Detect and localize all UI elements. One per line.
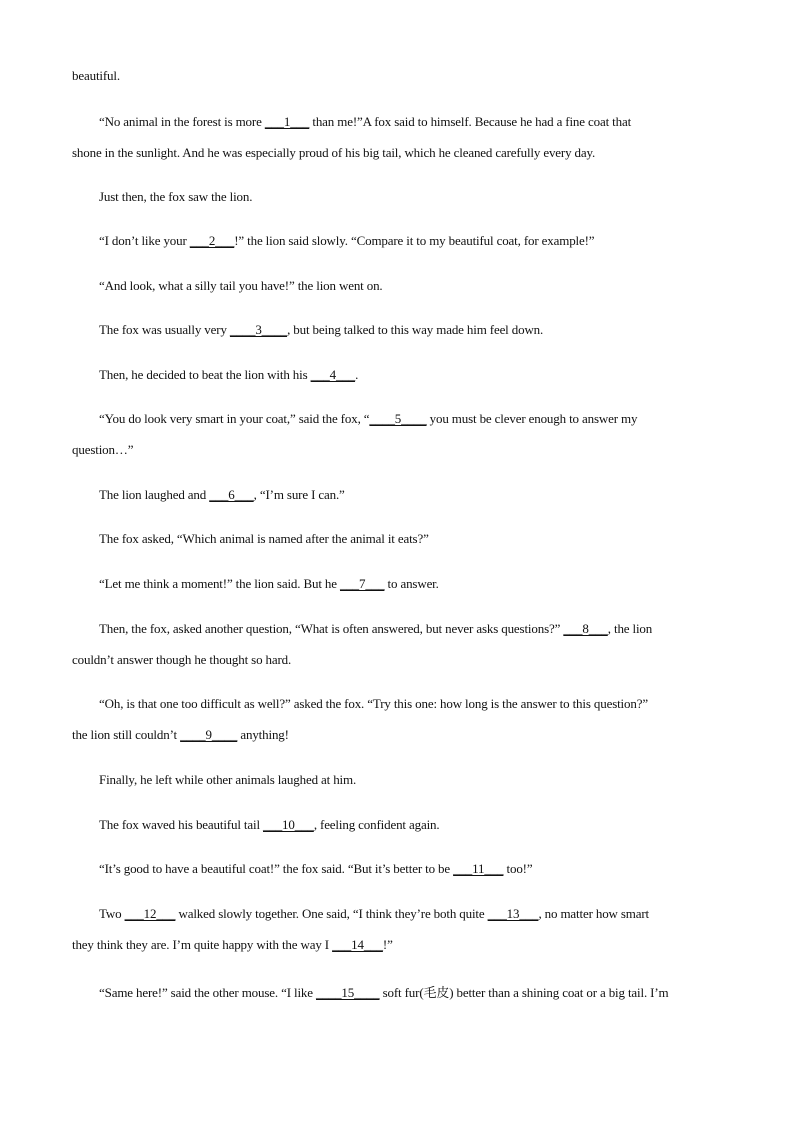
paragraph-text: “Oh, is that one too difficult as well?” asked the fox. “Try this one: how long is the answer to this question?” (99, 696, 648, 711)
paragraph-text: Then, the fox, asked another question, “What is often answered, but never asks questions?” (99, 621, 564, 636)
text-line (72, 442, 133, 458)
paragraph-text: !” the lion said slowly. “Compare it to my beautiful coat, for example!” (234, 233, 595, 248)
paragraph-text: soft fur(毛皮) better than a shining coat or a big tail. I’m (379, 985, 669, 1000)
paragraph-text: , the lion (607, 621, 653, 636)
blank-13: ___13___ (487, 906, 539, 921)
paragraph-text: Just then, the fox saw the lion. (99, 189, 253, 204)
paragraph-text: , feeling confident again. (313, 817, 440, 832)
blank-4: ___4___ (310, 367, 356, 382)
paragraph-text: the lion still couldn’t (72, 727, 181, 742)
text-line (99, 322, 543, 338)
paragraph-text: !” (382, 937, 393, 952)
paragraph-text: , “I’m sure I can.” (253, 487, 345, 502)
blank-11: ___11___ (453, 861, 504, 876)
text-line (72, 937, 393, 953)
blank-8: ___8___ (563, 621, 608, 636)
blank-14: ___14___ (332, 937, 383, 952)
text-line (99, 233, 594, 249)
text-line (99, 487, 345, 503)
paragraph-text: , but being talked to this way made him feel down. (287, 322, 544, 337)
paragraph-text: beautiful. (72, 68, 120, 83)
paragraph-text: you must be clever enough to answer my (426, 411, 638, 426)
paragraph-text: walked slowly together. One said, “I think they’re both quite (175, 906, 488, 921)
blank-7: ___7___ (339, 576, 385, 591)
blank-10: ___10___ (263, 817, 314, 832)
paragraph-text: Then, he decided to beat the lion with his (99, 367, 311, 382)
paragraph-text: The fox asked, “Which animal is named after the animal it eats?” (99, 531, 429, 546)
paragraph-text: , no matter how smart (538, 906, 650, 921)
text-line (99, 621, 652, 637)
blank-9: ____9____ (180, 727, 238, 742)
paragraph-text: than me!”A fox said to himself. Because he had a fine coat that (309, 114, 632, 129)
paragraph-text: “I don’t like your (99, 233, 190, 248)
paragraph-text: too!” (503, 861, 533, 876)
paragraph-text: question…” (72, 442, 134, 457)
paragraph-text: “Same here!” said the other mouse. “I like (99, 985, 316, 1000)
paragraph-text: The lion laughed and (99, 487, 210, 502)
blank-3: ____3____ (229, 322, 288, 337)
paragraph-text: “It’s good to have a beautiful coat!” the fox said. “But it’s better to be (99, 861, 454, 876)
text-line (99, 531, 429, 547)
paragraph-text: to answer. (384, 576, 439, 591)
text-line (72, 727, 289, 743)
paragraph-text: The fox waved his beautiful tail (99, 817, 263, 832)
paragraph-text: they think they are. I’m quite happy with the way I (72, 937, 333, 952)
paragraph-text: “You do look very smart in your coat,” said the fox, “ (99, 411, 370, 426)
paragraph-text: The fox was usually very (99, 322, 230, 337)
blank-12: ___12___ (124, 906, 176, 921)
paragraph-text: “No animal in the forest is more (99, 114, 265, 129)
paragraph-text: “Let me think a moment!” the lion said. But he (99, 576, 340, 591)
text-line (99, 861, 532, 877)
text-line (99, 114, 631, 130)
paragraph-text: couldn’t answer though he thought so hard. (72, 652, 292, 667)
text-line (72, 652, 291, 668)
text-line (99, 576, 439, 592)
paragraph-text: shone in the sunlight. And he was especially proud of his big tail, which he cleaned carefully every day. (72, 145, 596, 160)
text-line (99, 982, 669, 1001)
text-line (99, 189, 252, 205)
blank-2: ___2___ (189, 233, 235, 248)
text-line (99, 817, 440, 833)
paragraph-text: Finally, he left while other animals laughed at him. (99, 772, 357, 787)
text-line (99, 367, 358, 383)
paragraph-text: . (355, 367, 359, 382)
blank-6: ___6___ (209, 487, 254, 502)
text-line (72, 145, 595, 161)
text-line (99, 278, 383, 294)
blank-1: ___1___ (264, 114, 310, 129)
text-line (72, 68, 120, 84)
paragraph-text: anything! (237, 727, 289, 742)
text-line (99, 696, 648, 712)
paragraph-text: Two (99, 906, 125, 921)
blank-15: ____15____ (316, 985, 380, 1000)
text-line (99, 411, 637, 427)
blank-5: ____5____ (369, 411, 427, 426)
text-line (99, 906, 649, 922)
text-line (99, 772, 356, 788)
paragraph-text: “And look, what a silly tail you have!” the lion went on. (99, 278, 383, 293)
